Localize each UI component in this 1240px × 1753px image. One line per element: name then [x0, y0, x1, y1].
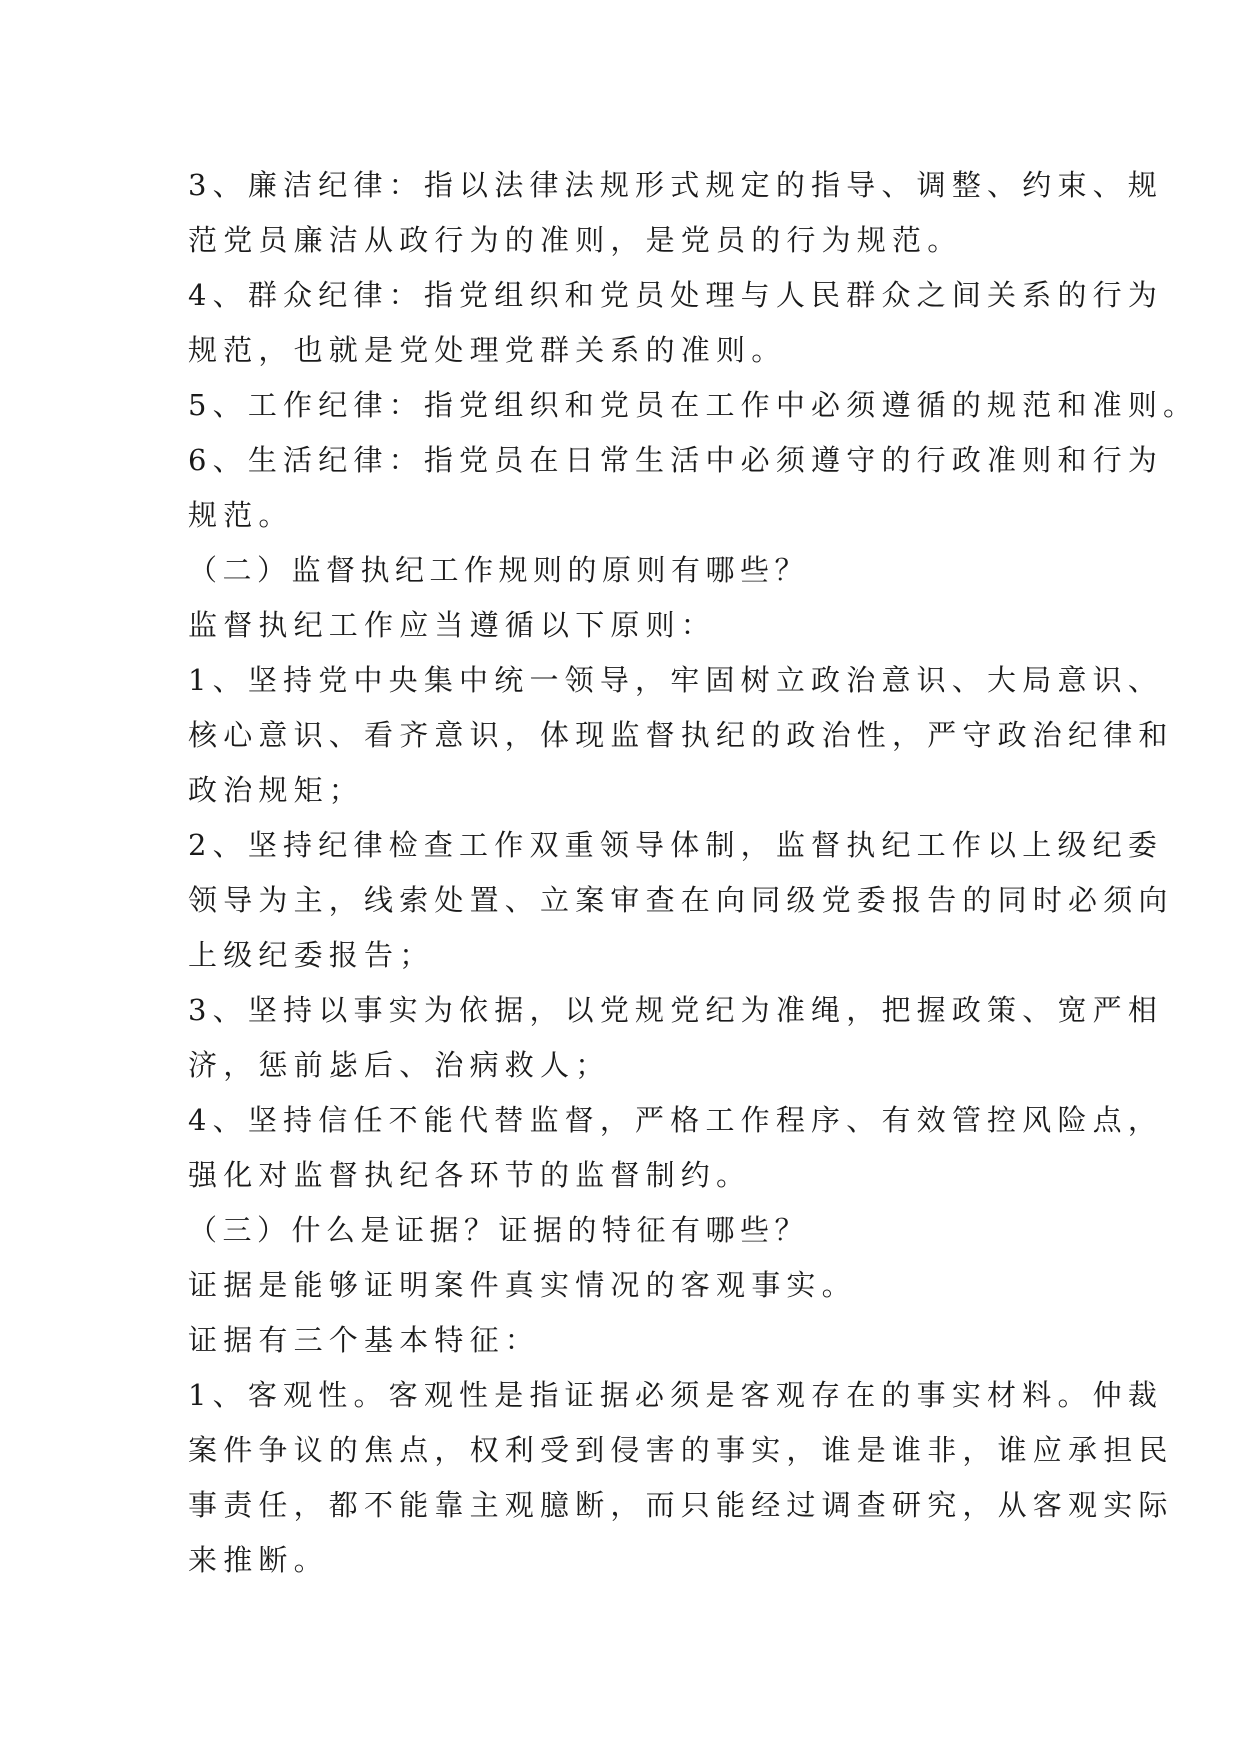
text-line: 范党员廉洁从政行为的准则，是党员的行为规范。 — [188, 223, 963, 257]
text-line: 监督执纪工作应当遵循以下原则： — [188, 608, 717, 642]
text-line: 证据是能够证明案件真实情况的客观事实。 — [188, 1268, 857, 1302]
text-line: 4、群众纪律：指党组织和党员处理与人民群众之间关系的行为 — [188, 278, 1164, 312]
text-line: 2、坚持纪律检查工作双重领导体制，监督执纪工作以上级纪委 — [188, 828, 1164, 862]
text-line: 5、工作纪律：指党组织和党员在工作中必须遵循的规范和准则。 — [188, 388, 1199, 422]
text-line: 政治规矩； — [188, 773, 365, 807]
text-line: 济，惩前毖后、治病救人； — [188, 1048, 611, 1082]
text-line: 事责任，都不能靠主观臆断，而只能经过调查研究，从客观实际 — [188, 1488, 1174, 1522]
text-line: 领导为主，线索处置、立案审查在向同级党委报告的同时必须向 — [188, 883, 1174, 917]
text-line: 案件争议的焦点，权利受到侵害的事实，谁是谁非，谁应承担民 — [188, 1433, 1174, 1467]
text-line: 上级纪委报告； — [188, 938, 435, 972]
document-body — [188, 158, 1199, 1588]
text-line: 6、生活纪律：指党员在日常生活中必须遵守的行政准则和行为 — [188, 443, 1164, 477]
text-line: 强化对监督执纪各环节的监督制约。 — [188, 1158, 752, 1192]
text-line: 规范，也就是党处理党群关系的准则。 — [188, 333, 787, 367]
text-line: 3、坚持以事实为依据，以党规党纪为准绳，把握政策、宽严相 — [188, 993, 1164, 1027]
section-heading: （三）什么是证据？证据的特征有哪些？ — [188, 1213, 810, 1247]
text-line: 1、客观性。客观性是指证据必须是客观存在的事实材料。仲裁 — [188, 1378, 1164, 1412]
text-line: 证据有三个基本特征： — [188, 1323, 541, 1357]
section-heading: （二）监督执纪工作规则的原则有哪些？ — [188, 553, 810, 587]
text-line: 规范。 — [188, 498, 294, 532]
text-line: 4、坚持信任不能代替监督，严格工作程序、有效管控风险点， — [188, 1103, 1164, 1137]
text-line: 核心意识、看齐意识，体现监督执纪的政治性，严守政治纪律和 — [188, 718, 1174, 752]
text-line: 3、廉洁纪律：指以法律法规形式规定的指导、调整、约束、规 — [188, 168, 1164, 202]
text-line: 1、坚持党中央集中统一领导，牢固树立政治意识、大局意识、 — [188, 663, 1164, 697]
text-line: 来推断。 — [188, 1543, 329, 1577]
